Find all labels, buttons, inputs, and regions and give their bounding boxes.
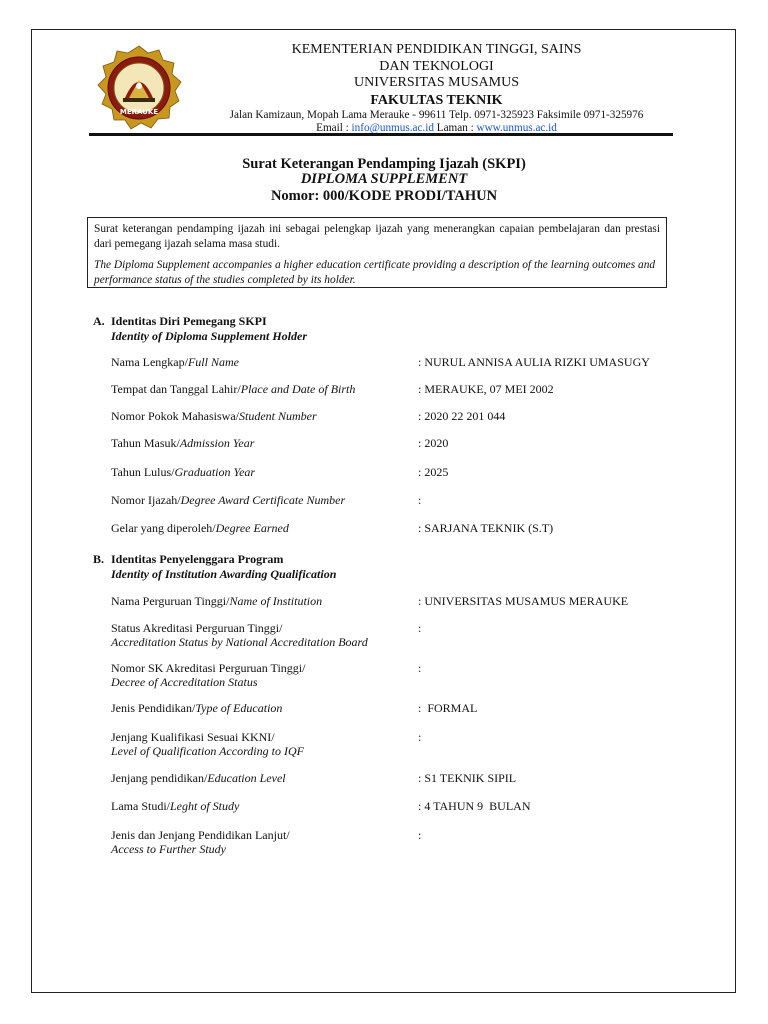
field-value: : 2020	[418, 436, 449, 450]
field-label: Nomor Ijazah/Degree Award Certificate Number	[111, 493, 346, 507]
email-link[interactable]: info@unmus.ac.id	[351, 121, 434, 134]
field-label: Nama Perguruan Tinggi/Name of Institution	[111, 594, 323, 608]
field-value: : FORMAL	[418, 701, 478, 715]
field-label: Tempat dan Tanggal Lahir/Place and Date of Birth	[111, 382, 356, 396]
field-value: : MERAUKE, 07 MEI 2002	[418, 382, 554, 396]
field-label: Jenjang Kualifikasi Sesuai KKNI/ Level of Qualification According to IQF	[111, 730, 304, 758]
document-title: Surat Keterangan Pendamping Ijazah (SKPI)	[242, 156, 526, 172]
field-label: Nomor Pokok Mahasiswa/Student Number	[111, 409, 317, 423]
intro-text-id: Surat keterangan pendamping ijazah ini sebagai pelengkap ijazah yang menerangkan capaian pembelajaran dan prestasi dari pemegang ijazah selama masa studi.	[94, 223, 660, 250]
section-b-title-en: Identity of Institution Awarding Qualification	[111, 567, 337, 581]
field-value: :	[418, 661, 422, 675]
section-a-letter: A.	[93, 314, 105, 328]
email-label: Email :	[316, 121, 352, 134]
document-number: Nomor: 000/KODE PRODI/TAHUN	[270, 188, 498, 204]
ministry-name-line-2: DAN TEKNOLOGI	[379, 58, 494, 74]
field-label: Jenis dan Jenjang Pendidikan Lanjut/ Access to Further Study	[111, 828, 290, 856]
intro-text-en: The Diploma Supplement accompanies a higher education certificate providing a description of the learning outcomes and performance status of the studies completed by its holder.	[94, 259, 656, 286]
faculty-name: FAKULTAS TEKNIK	[370, 92, 503, 108]
letterhead	[195, 42, 678, 135]
field-label: Jenjang pendidikan/Education Level	[111, 771, 286, 785]
field-label: Tahun Masuk/Admission Year	[111, 436, 255, 450]
website-link[interactable]: www.unmus.ac.id	[476, 121, 557, 134]
field-label: Gelar yang diperoleh/Degree Earned	[111, 521, 289, 535]
field-value: :	[418, 493, 422, 507]
section-b-title: Identitas Penyelenggara Program	[111, 552, 284, 566]
field-value: :	[418, 828, 422, 842]
document-titles	[89, 157, 679, 205]
logo-text: MERAUKE	[119, 108, 159, 116]
section-a-title-en: Identity of Diploma Supplement Holder	[111, 329, 308, 343]
field-value: :	[418, 730, 422, 744]
letterhead-divider	[89, 133, 673, 136]
university-name: UNIVERSITAS MUSAMUS	[354, 75, 519, 90]
field-value: : NURUL ANNISA AULIA RIZKI UMASUGY	[418, 355, 650, 369]
field-label: Jenis Pendidikan/Type of Education	[111, 701, 283, 715]
field-label: Status Akreditasi Perguruan Tinggi/ Accreditation Status by National Accreditation Board	[111, 621, 368, 649]
ministry-name-line-1: KEMENTERIAN PENDIDIKAN TINGGI, SAINS	[291, 42, 582, 57]
field-label: Lama Studi/Leght of Study	[111, 799, 240, 813]
field-value: : SARJANA TEKNIK (S.T)	[418, 521, 554, 535]
university-logo	[91, 45, 187, 131]
field-value: : 2025	[418, 465, 449, 479]
field-value: :	[418, 621, 422, 635]
field-value: : 4 TAHUN 9 BULAN	[418, 799, 531, 813]
address-line: Jalan Kamizaun, Mopah Lama Merauke - 99611 Telp. 0971-325923 Faksimile 0971-325976	[229, 108, 644, 121]
intro-box	[87, 217, 667, 288]
field-label: Tahun Lulus/Graduation Year	[111, 465, 256, 479]
field-value: : UNIVERSITAS MUSAMUS MERAUKE	[418, 594, 629, 608]
field-label: Nomor SK Akreditasi Perguruan Tinggi/ Decree of Accreditation Status	[111, 661, 306, 689]
section-b-letter: B.	[93, 552, 105, 566]
section-a-title: Identitas Diri Pemegang SKPI	[111, 314, 267, 328]
document-title-en: DIPLOMA SUPPLEMENT	[300, 171, 468, 187]
field-value: : 2020 22 201 044	[418, 409, 506, 423]
field-value: : S1 TEKNIK SIPIL	[418, 771, 517, 785]
web-label: Laman :	[433, 121, 477, 134]
field-label: Nama Lengkap/Full Name	[111, 355, 239, 369]
